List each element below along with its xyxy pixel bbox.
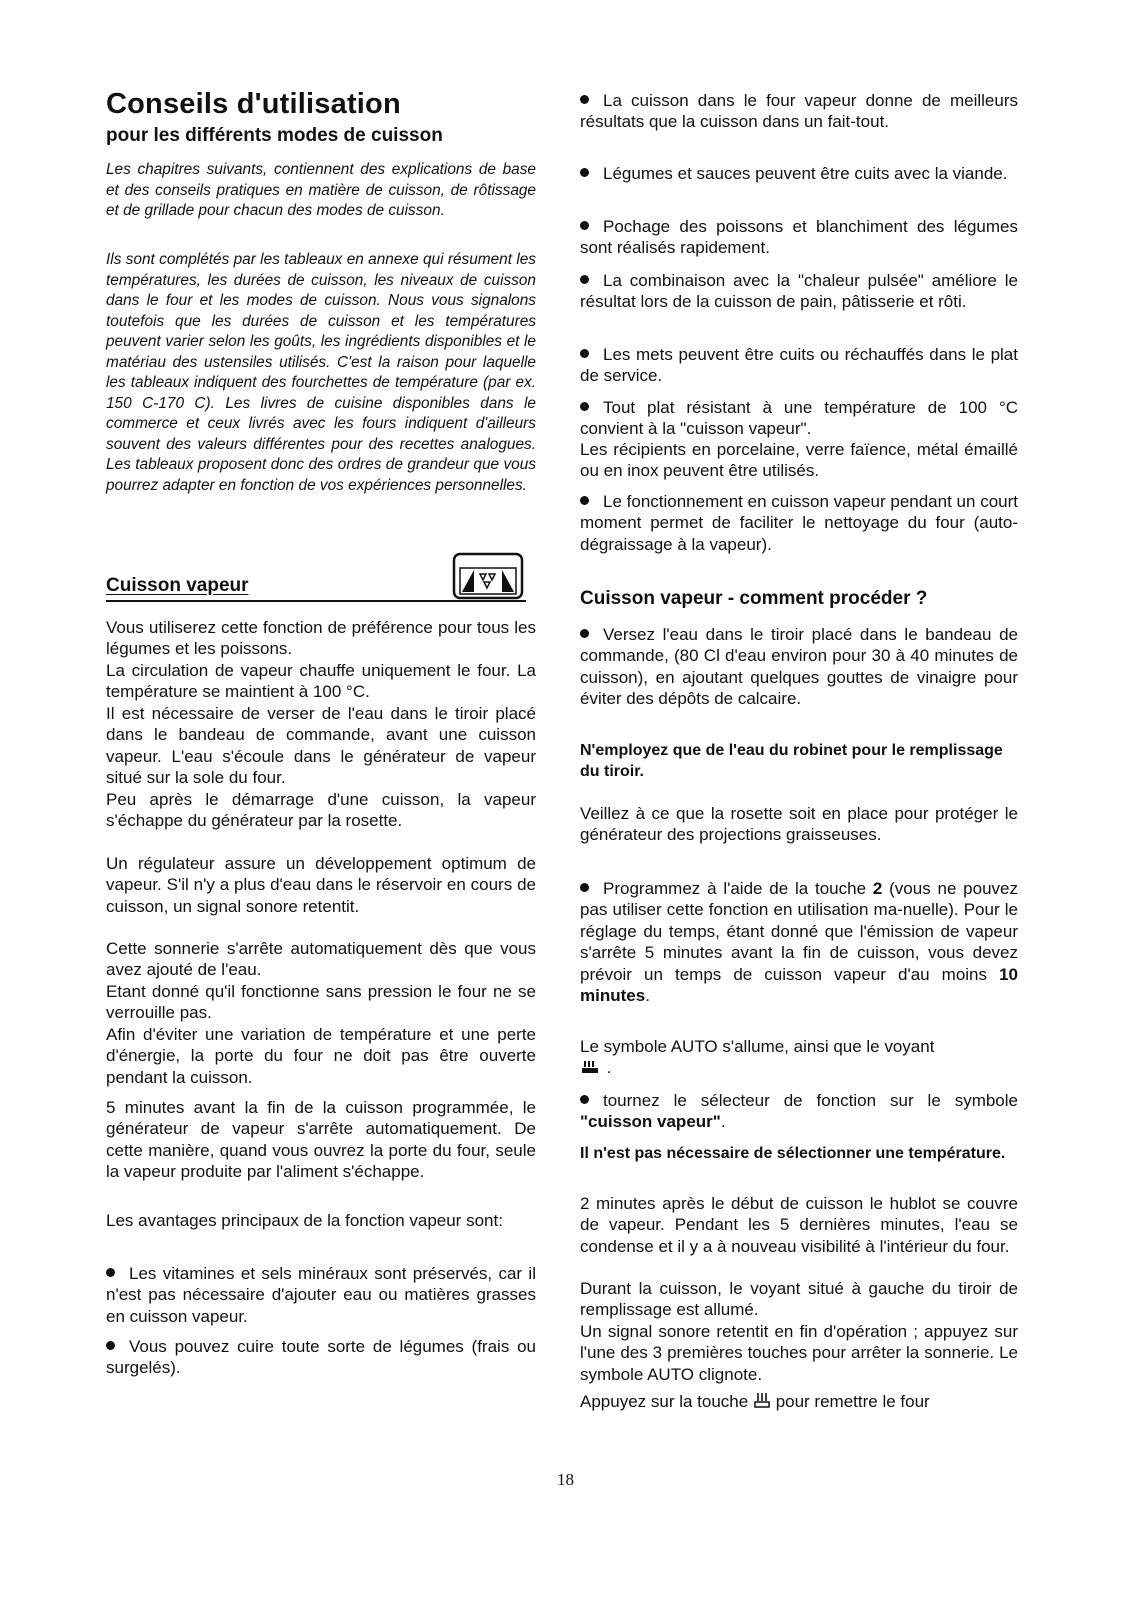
right-bullet-5 [580, 344, 1018, 387]
left-paragraph-6: Cette sonnerie s'arrête automatiquement dès que vous avez ajouté de l'eau. [106, 939, 536, 980]
left-paragraph-9: 5 minutes avant la fin de la cuisson programmée, le générateur de vapeur s'arrête automatiquement. De cette manière, quand vous ouvrez la porte du four, seule la vapeur produite par l'aliment s'échappe. [106, 1098, 536, 1182]
right-step-1-text: Versez l'eau dans le tiroir placé dans le bandeau de commande, (80 Cl d'eau environ pour 30 à 40 minutes de cuisson), en ajoutant quelques gouttes de vinaigre pour éviter des dépôts de calcaire. [580, 625, 1018, 709]
right-paragraph-rosette: Veillez à ce que la rosette soit en place pour protéger le générateur des projections graisseuses. [580, 804, 1018, 845]
left-paragraph-7: Etant donné qu'il fonctionne sans pression le four ne se verrouille pas. [106, 982, 536, 1023]
right-bullet-2 [580, 163, 1018, 184]
right-bullet-7 [580, 491, 1018, 555]
intro-paragraph-2: Ils sont complétés par les tableaux en annexe qui résument les températures, les durées de cuisson, les niveaux de cuisson dans le four et les modes de cuisson. Nous vous signalons toutefois que les durées de cuisson et les températures peuvent varier selon les goûts, les ingrédients disponibles et le matériau des ustensiles utilisés. C'est la raison pour laquelle les tableaux indiquent des fourchettes de température (par ex. 150 C-170 C). Les livres de cuisine disponibles dans le commerce et ceux livrés avec les fours indiquent d'ailleurs souvent des valeurs différentes pour des recettes analogues. Les tableaux proposent donc des ordres de grandeur que vous pourrez adapter en fonction de vos expériences personnelles. [106, 251, 536, 494]
left-bullet-1 [106, 1263, 536, 1327]
right-paragraph-4 [580, 1391, 1018, 1414]
steam-mode-label: "cuisson vapeur" [580, 1112, 721, 1132]
right-bullet-7-text: Le fonctionnement en cuisson vapeur pendant un court moment permet de faciliter le nettoyage du four (auto-dégraissage à la vapeur). [580, 492, 1018, 554]
left-paragraph-3: Il est nécessaire de verser de l'eau dans le tiroir placé dans le bandeau de commande, avant une cuisson vapeur. L'eau s'écoule dans le générateur de vapeur situé sur la sole du four. [106, 704, 536, 788]
right-paragraph-1: 2 minutes après le début de cuisson le hublot se couvre de vapeur. Pendant les 5 dernières minutes, l'eau se condense et il y a à nouveau visibilité à l'intérieur du four. [580, 1194, 1018, 1256]
right-bullet-3-text: Pochage des poissons et blanchiment des légumes sont réalisés rapidement. [580, 217, 1018, 258]
right-bullet-4 [580, 270, 1018, 313]
left-bullet-2 [106, 1336, 536, 1379]
left-bullet-2-text: Vous pouvez cuire toute sorte de légumes (frais ou surgelés). [106, 1337, 536, 1378]
bullet-icon [580, 168, 589, 177]
section-title-comment-proceder: Cuisson vapeur - comment procéder ? [580, 588, 928, 609]
right-bullet-2-text: Légumes et sauces peuvent être cuits avec la viande. [603, 164, 1008, 183]
right-bullet-4-text: La combinaison avec la "chaleur pulsée" améliore le résultat lors de la cuisson de pain, pâtisserie et rôti. [580, 271, 1018, 312]
min-time-label: 10 minutes [580, 964, 1018, 1006]
right-paragraph-4-text-b: pour remettre le four [775, 1392, 930, 1411]
left-paragraph-1: Vous utiliserez cette fonction de préférence pour tous les légumes et les poissons. [106, 618, 536, 659]
left-paragraph-4: Peu après le démarrage d'une cuisson, la vapeur s'échappe du générateur par la rosette. [106, 790, 536, 831]
page-title: Conseils d'utilisation [106, 88, 401, 120]
left-paragraph-8: Afin d'éviter une variation de température et une perte d'énergie, la porte du four ne doit pas être ouverte pendant la cuisson. [106, 1025, 536, 1087]
bullet-icon [580, 496, 589, 505]
right-bullet-5-text: Les mets peuvent être cuits ou réchauffés dans le plat de service. [580, 345, 1018, 386]
warning-tap-water: N'employez que de l'eau du robinet pour le remplissage du tiroir. [580, 742, 1003, 780]
page-number: 18 [557, 1470, 574, 1489]
right-bullet-1 [580, 90, 1018, 133]
left-bullet-1-text: Les vitamines et sels minéraux sont préservés, car il n'est pas nécessaire d'ajouter eau ou matières grasses en cuisson vapeur. [106, 1264, 536, 1326]
bullet-icon [106, 1341, 115, 1350]
right-paragraph-recipients: Les récipients en porcelaine, verre faïence, métal émaillé ou en inox peuvent être utilisés. [580, 440, 1018, 481]
bullet-icon [580, 883, 589, 892]
right-step-1 [580, 624, 1018, 710]
page-subtitle: pour les différents modes de cuisson [106, 125, 443, 146]
bullet-icon [580, 95, 589, 104]
steam-indicator-icon [580, 1059, 602, 1080]
bullet-icon [580, 349, 589, 358]
warning-no-temperature: Il n'est pas nécessaire de sélectionner une température. [580, 1145, 1006, 1162]
left-paragraph-2: La circulation de vapeur chauffe uniquement le four. La température se maintient à 100 °C. [106, 661, 536, 702]
right-bullet-3 [580, 216, 1018, 259]
left-paragraph-10: Les avantages principaux de la fonction vapeur sont: [106, 1211, 503, 1230]
bullet-icon [580, 275, 589, 284]
right-paragraph-auto: Le symbole AUTO s'allume, ainsi que le voyant . [580, 1036, 1018, 1081]
left-paragraph-5: Un régulateur assure un développement optimum de vapeur. S'il n'y a plus d'eau dans le réservoir en cours de cuisson, un signal sonore retentit. [106, 854, 536, 916]
right-paragraph-2: Durant la cuisson, le voyant situé à gauche du tiroir de remplissage est allumé. [580, 1279, 1018, 1320]
right-auto-text: Le symbole AUTO s'allume, ainsi que le voyant [580, 1037, 935, 1056]
right-step-3 [580, 1090, 1018, 1133]
right-step-3-text-c: . [720, 1112, 726, 1132]
bullet-icon [580, 629, 589, 638]
right-paragraph-4-text-a: Appuyez sur la touche [580, 1392, 749, 1411]
steam-function-icon [452, 552, 524, 605]
section-title-cuisson-vapeur: Cuisson vapeur [106, 575, 249, 596]
right-step-2-text-d: . [645, 986, 650, 1006]
bullet-icon [106, 1268, 115, 1277]
right-step-2 [580, 878, 1018, 1006]
right-paragraph-3: Un signal sonore retentit en fin d'opération ; appuyez sur l'une des 3 premières touches pour arrêter la sonnerie. Le symbole AUTO clignote. [580, 1322, 1018, 1384]
right-step-2-text-b: (vous ne pouvez pas utiliser cette fonction en utilisation ma-nuelle). Pour le réglage du temps, étant donné que l'émission de vapeur s'arrête 5 minutes avant la fin de cuisson, vous devez prévoir un temps de cuisson vapeur d'au moins [580, 879, 1019, 984]
right-step-3-text-a: tournez le sélecteur de fonction sur le symbole [603, 1091, 1018, 1110]
right-bullet-6 [580, 397, 1018, 440]
bullet-icon [580, 1095, 589, 1104]
key-2-label: 2 [872, 879, 883, 898]
bullet-icon [580, 402, 589, 411]
right-bullet-6-text: Tout plat résistant à une température de 100 °C convient à la "cuisson vapeur". [580, 398, 1018, 439]
steam-key-icon [753, 1391, 771, 1414]
intro-paragraph-1: Les chapitres suivants, contiennent des explications de base et des conseils pratiques en matière de cuisson, de rôtissage et de grillade pour chacun des modes de cuisson. [106, 161, 536, 219]
right-step-2-text-a: Programmez à l'aide de la touche [603, 879, 867, 898]
bullet-icon [580, 221, 589, 230]
right-bullet-1-text: La cuisson dans le four vapeur donne de meilleurs résultats que la cuisson dans un fait-tout. [580, 91, 1018, 132]
